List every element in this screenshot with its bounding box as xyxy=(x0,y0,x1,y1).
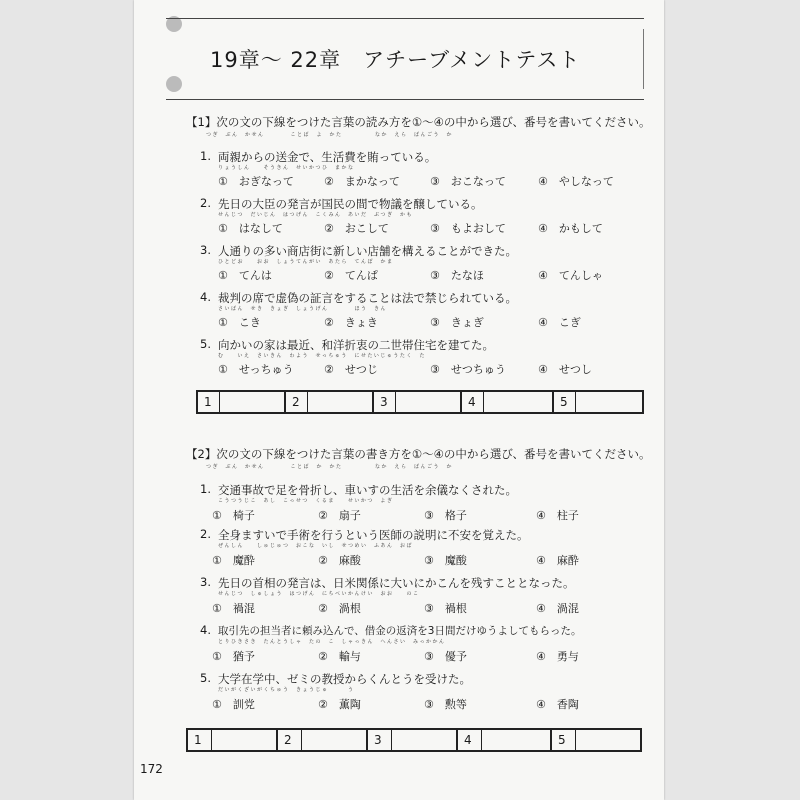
s2-q5-option-3: ③ 勲等 xyxy=(424,698,467,711)
s1-q5-number: 5. xyxy=(200,337,211,351)
s2-q1-option-3: ③ 格子 xyxy=(424,509,467,522)
s1-q4-option-1: ① こき xyxy=(218,316,261,329)
s2-q1-option-1: ① 椅子 xyxy=(212,509,255,522)
answer-slot-5[interactable] xyxy=(576,392,642,412)
s2-q2-text: 全身ますいで手術を行うという医師の説明に不安を覚えた。 xyxy=(218,528,529,542)
s1-q3-text: 人通りの多い商店街に新しい店舗を構えることができた。 xyxy=(218,244,517,258)
s1-q2-option-4: ④ かもして xyxy=(538,222,603,235)
s1-q2-number: 2. xyxy=(200,196,211,210)
s2-q2-option-2: ② 麻酸 xyxy=(318,554,361,567)
s2-q5-option-1: ① 訓党 xyxy=(212,698,255,711)
s1-q1-number: 1. xyxy=(200,149,211,163)
s2-q3-option-4: ④ 渦混 xyxy=(536,602,579,615)
s2-q4-option-4: ④ 勇与 xyxy=(536,650,579,663)
s2-q5-number: 5. xyxy=(200,671,211,685)
answer-label-1: 1 xyxy=(198,392,220,412)
s2-q3-option-3: ③ 禍根 xyxy=(424,602,467,615)
s1-q4-furigana: さいばん せき きょぎ しょうげん ほう きん xyxy=(218,306,388,312)
s2-q3-number: 3. xyxy=(200,575,211,589)
s1-q5-text: 向かいの家は最近、和洋折衷の二世帯住宅を建てた。 xyxy=(218,338,494,352)
s1-q5-option-3: ③ せつちゅう xyxy=(430,363,506,376)
section-2-header-furigana: つぎ ぶん かせん ことば か かた なか えら ばんごう か xyxy=(206,464,454,470)
s2-q2-number: 2. xyxy=(200,527,211,541)
page-number: 172 xyxy=(140,762,163,776)
s2-q2-option-3: ③ 魔酸 xyxy=(424,554,467,567)
s1-q2-furigana: せんじつ だいじん はつげん こくみん あいだ ぶつぎ かも xyxy=(218,212,414,218)
s2-q2-furigana: ぜんしん しゅじゅつ おこな いし せつめい ふあん おぼ xyxy=(218,543,414,549)
s1-q5-option-1: ① せっちゅう xyxy=(218,363,294,376)
section-1-answer-box xyxy=(196,390,644,414)
s1-q3-option-4: ④ てんしゃ xyxy=(538,269,603,282)
s1-q2-option-2: ② おこして xyxy=(324,222,389,235)
s1-q3-number: 3. xyxy=(200,243,211,257)
s1-q4-text: 裁判の席で虚偽の証言をすることは法で禁じられている。 xyxy=(218,291,517,305)
s2-q3-furigana: せんじつ しゅしょう はつげん にちべいかんけい おお のこ xyxy=(218,591,420,597)
s2-q4-furigana: とりひきさき たんとうしゃ たの こ しゃっきん へんさい みっかかん xyxy=(218,639,446,645)
s1-q1-text: 両親からの送金で、生活費を賄っている。 xyxy=(218,150,437,164)
answer-slot-4[interactable] xyxy=(482,730,552,750)
s2-q5-option-4: ④ 香陶 xyxy=(536,698,579,711)
s1-q1-furigana: りょうしん そうきん せいかつひ まかな xyxy=(218,165,355,171)
s2-q1-furigana: こうつうじこ あし こっせつ くるま せいかつ よぎ xyxy=(218,498,394,504)
answer-label-2: 2 xyxy=(278,730,302,750)
s2-q3-option-1: ① 禍混 xyxy=(212,602,255,615)
s2-q3-option-2: ② 渦根 xyxy=(318,602,361,615)
s1-q5-option-2: ② せつじ xyxy=(324,363,378,376)
s1-q4-option-3: ③ きょぎ xyxy=(430,316,484,329)
s2-q5-furigana: だいがくざいがくちゅう きょうじゅ う xyxy=(218,687,355,693)
s2-q4-number: 4. xyxy=(200,623,211,637)
section-2-header: 【2】次の文の下線をつけた言葉の書き方を①～④の中から選び、番号を書いてください。 xyxy=(186,447,651,461)
s1-q1-option-3: ③ おこなって xyxy=(430,175,506,188)
s2-q4-option-3: ③ 優予 xyxy=(424,650,467,663)
answer-slot-5[interactable] xyxy=(576,730,640,750)
s1-q3-furigana: ひとどお おお しょうてんがい あたら てんぽ かま xyxy=(218,259,394,265)
section-2-answer-box xyxy=(186,728,642,752)
s1-q1-option-4: ④ やしなって xyxy=(538,175,614,188)
section-1-header-furigana: つぎ ぶん かせん ことば よ かた なか えら ばんごう か xyxy=(206,132,454,138)
page-title: 19章～ 22章 アチーブメントテスト xyxy=(210,48,581,72)
s2-q4-text: 取引先の担当者に頼み込んで、借金の返済を3日間だけゆうよしてもらった。 xyxy=(218,625,582,637)
answer-label-5: 5 xyxy=(554,392,576,412)
s2-q1-text: 交通事故で足を骨折し、車いすの生活を余儀なくされた。 xyxy=(218,483,517,497)
s2-q1-option-2: ② 扇子 xyxy=(318,509,361,522)
s2-q1-option-4: ④ 柱子 xyxy=(536,509,579,522)
answer-label-3: 3 xyxy=(368,730,392,750)
s2-q2-option-1: ① 魔酔 xyxy=(212,554,255,567)
answer-slot-1[interactable] xyxy=(220,392,286,412)
answer-slot-3[interactable] xyxy=(396,392,462,412)
answer-slot-2[interactable] xyxy=(308,392,374,412)
s1-q1-option-1: ① おぎなって xyxy=(218,175,294,188)
answer-label-1: 1 xyxy=(188,730,212,750)
answer-label-2: 2 xyxy=(286,392,308,412)
answer-slot-3[interactable] xyxy=(392,730,458,750)
s1-q1-option-2: ② まかなって xyxy=(324,175,400,188)
s1-q5-furigana: む いえ さいきん わよう せっちゅう にせたいじゅうたく た xyxy=(218,353,426,359)
answer-slot-2[interactable] xyxy=(302,730,368,750)
s2-q2-option-4: ④ 麻酔 xyxy=(536,554,579,567)
s2-q1-number: 1. xyxy=(200,482,211,496)
s1-q2-text: 先日の大臣の発言が国民の間で物議を醸している。 xyxy=(218,197,483,211)
answer-label-4: 4 xyxy=(458,730,482,750)
section-1-header: 【1】次の文の下線をつけた言葉の読み方を①～④の中から選び、番号を書いてください。 xyxy=(186,115,651,129)
s1-q4-option-2: ② きょき xyxy=(324,316,378,329)
answer-label-3: 3 xyxy=(374,392,396,412)
s1-q3-option-2: ② てんぱ xyxy=(324,269,378,282)
s1-q2-option-3: ③ もよおして xyxy=(430,222,506,235)
s2-q3-text: 先日の首相の発言は、日米関係に大いにかこんを残すこととなった。 xyxy=(218,576,575,590)
s2-q5-option-2: ② 薫陶 xyxy=(318,698,361,711)
s2-q5-text: 大学在学中、ゼミの教授からくんとうを受けた。 xyxy=(218,672,471,686)
answer-slot-1[interactable] xyxy=(212,730,278,750)
answer-slot-4[interactable] xyxy=(484,392,554,412)
answer-label-4: 4 xyxy=(462,392,484,412)
s1-q3-option-3: ③ たなほ xyxy=(430,269,484,282)
s1-q2-option-1: ① はなして xyxy=(218,222,283,235)
s1-q5-option-4: ④ せつし xyxy=(538,363,592,376)
s2-q4-option-2: ② 輸与 xyxy=(318,650,361,663)
s1-q3-option-1: ① てんは xyxy=(218,269,272,282)
s1-q4-number: 4. xyxy=(200,290,211,304)
s1-q4-option-4: ④ こぎ xyxy=(538,316,581,329)
answer-label-5: 5 xyxy=(552,730,576,750)
s2-q4-option-1: ① 猶予 xyxy=(212,650,255,663)
